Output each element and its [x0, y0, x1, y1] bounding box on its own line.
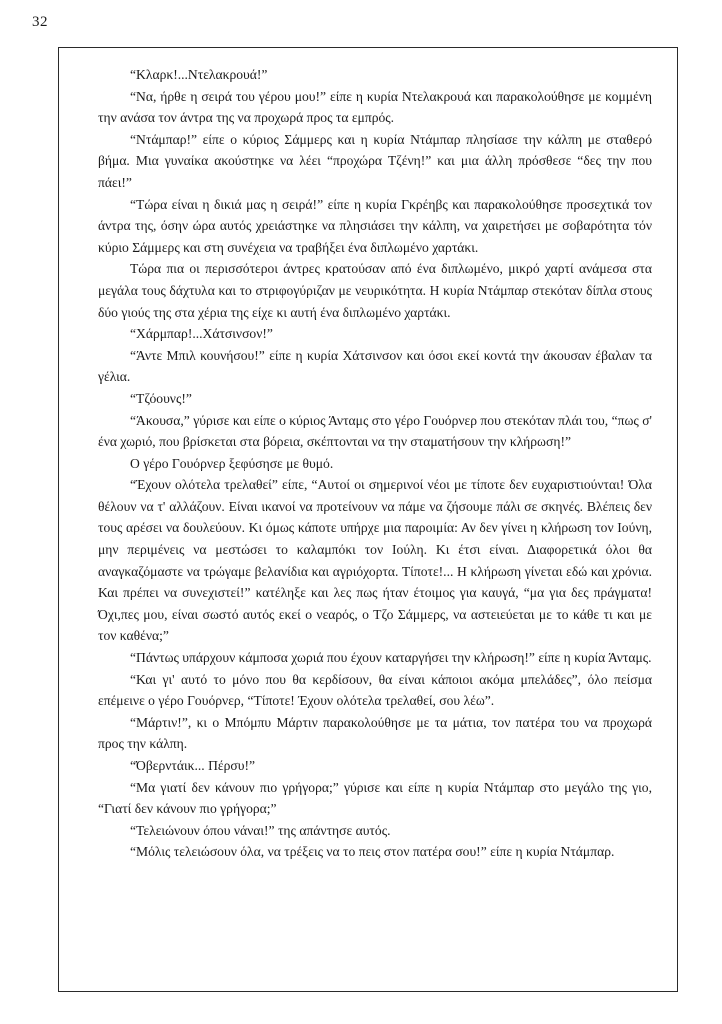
paragraph: “Κλαρκ!...Ντελακρουά!” [130, 67, 268, 82]
paragraph: “Μόλις τελειώσουν όλα, να τρέξεις να το πεις στον πατέρα σου!” είπε η κυρία Ντάμπαρ. [130, 844, 615, 860]
body-text [98, 64, 652, 863]
paragraph: Τώρα πια οι περισσότεροι άντρες κρατούσαν από ένα διπλωμένο, μικρό χαρτί ανάμεσα στα μεγάλα τους δάχτυλα και το στριφογύριζαν με νευρικότητα. Η κυρία Ντάμπαρ στεκόταν δίπλα στους δύο γιούς της στα χέρια της είχε κι αυτή ένα διπλωμένο χαρτάκι. [98, 261, 652, 320]
page-number: 32 [32, 14, 48, 30]
paragraph: “Έχουν ολότελα τρελαθεί” είπε, “Αυτοί οι σημερινοί νέοι με τίποτε δεν ευχαριστιούνται! Όλα θέλουν να τ' αλλάζουν. Είναι ικανοί να προτείνουν να πάμε να ζήσουμε πάλι σε σκηνές. Βλέπεις δεν τους αρέσει να δουλεύουν. Κι όμως κάποτε υπήρχε μια παροιμία: Αν δεν γίνει η κλήρωση τον Ιούνη, μην περιμένεις να μεστώσει το καλαμπόκι τον Ιούλη. Κι έτσι είναι. Διαφορετικά όλοι θα αναγκαζόμαστε να τρώγαμε βελανίδια και αγριόχορτα. Τίποτε!... Η κλήρωση γίνεται εδώ και χρόνια. Και πρέπει να συνεχιστεί!” κατέληξε και λες πως ήταν έτοιμος για καυγά, “μα για δες πράγματα! Όχι,πες μου, είναι σωστό αυτός εκεί ο νεαρός, ο Τζο Σάμμερς, να αστειεύεται με το κάθε τι και με τον καθένα;” [98, 477, 652, 644]
paragraph: “Άντε Μπιλ κουνήσου!” είπε η κυρία Χάτσινσον και όσοι εκεί κοντά την άκουσαν έβαλαν τα γέλια. [98, 347, 652, 385]
paragraph: “Πάντως υπάρχουν κάμποσα χωριά που έχουν καταργήσει την κλήρωση!” είπε η κυρία Άνταμς. [130, 650, 652, 666]
paragraph: “Ντάμπαρ!” είπε ο κύριος Σάμμερς και η κυρία Ντάμπαρ πλησίασε την κάλπη με σταθερό βήμα. Μια γυναίκα ακούστηκε να λέει “προχώρα Τζένη!” και μια άλλη πρόσθεσε “δες την που πάει!” [98, 131, 652, 190]
paragraph: “Τώρα είναι η δικιά μας η σειρά!” είπε η κυρία Γκρέηβς και παρακολούθησε προσεχτικά τον άντρα της, όσην ώρα αυτός χρειάστηκε να πλησιάσει την κάλπη, να χαιρετήσει με σοβαρότητα τόν κύριο Σάμμερς και στη συνέχεια να τραβήξει ένα διπλωμένο χαρτάκι. [98, 196, 652, 255]
paragraph: “Μάρτιν!”, κι ο Μπόμπυ Μάρτιν παρακολούθησε με τα μάτια, τον πατέρα του να προχωρά προς την κάλπη. [98, 714, 652, 752]
paragraph: “Τελειώνουν όπου νάναι!” της απάντησε αυτός. [130, 822, 391, 838]
paragraph: “Μα γιατί δεν κάνουν πιο γρήγορα;” γύρισε και είπε η κυρία Ντάμπαρ στο μεγάλο της γιο, “Γιατί δεν κάνουν πιο γρήγορα;” [98, 779, 652, 817]
paragraph: “Χάρμπαρ!...Χάτσινσον!” [130, 326, 273, 342]
paragraph: “Άκουσα,” γύρισε και είπε ο κύριος Άνταμς στο γέρο Γουόρνερ που στεκόταν πλάι του, “πως σ' ένα χωριό, που βρίσκεται στα βόρεια, σκέπτονται να την σταματήσουν την κλήρωση!” [98, 412, 652, 450]
paragraph: “Τζόουνς!” [130, 390, 192, 406]
paragraph: “Να, ήρθε η σειρά του γέρου μου!” είπε η κυρία Ντελακρουά και παρακολούθησε με κομμένη την ανάσα τον άντρα της να προχωρά προς τα εμπρός. [98, 88, 652, 126]
paragraph: Ο γέρο Γουόρνερ ξεφύσησε με θυμό. [130, 455, 334, 471]
paragraph: “Όβερντάικ... Πέρσυ!” [130, 758, 256, 773]
paragraph: “Και γι' αυτό το μόνο που θα κερδίσουν, θα είναι κάποιοι ακόμα μπελάδες”, όλο πείσμα επέμεινε ο γέρο Γουόρνερ, “Τίποτε! Έχουν ολότελα τρελαθεί, σου λέω”. [98, 671, 652, 709]
